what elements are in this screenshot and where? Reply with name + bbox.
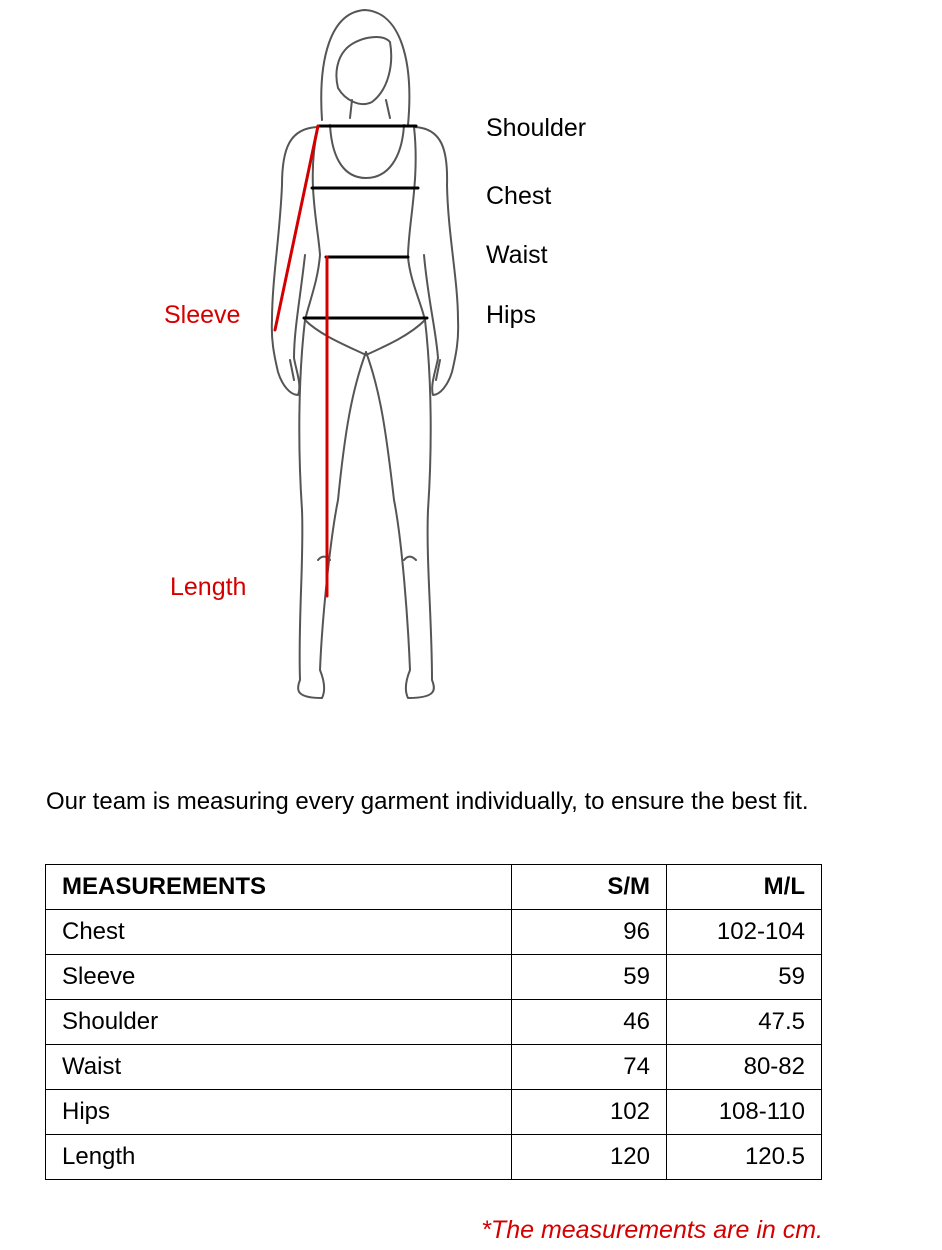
table-row: [46, 1000, 822, 1045]
hair-outline: [321, 10, 409, 125]
chest-label: Chest: [486, 182, 552, 210]
length-label: Length: [170, 573, 247, 601]
row-sm-value: 46: [512, 1000, 667, 1045]
table-row: [46, 910, 822, 955]
row-ml-value: 102-104: [667, 910, 822, 955]
shoulder-label: Shoulder: [486, 114, 587, 142]
table-row: [46, 955, 822, 1000]
row-label: Chest: [46, 910, 512, 955]
row-ml-value: 80-82: [667, 1045, 822, 1090]
table-row: [46, 1045, 822, 1090]
table-row: [46, 1090, 822, 1135]
row-sm-value: 120: [512, 1135, 667, 1180]
row-sm-value: 96: [512, 910, 667, 955]
row-sm-value: 74: [512, 1045, 667, 1090]
units-note: *The measurements are in cm.: [481, 1216, 823, 1244]
row-ml-value: 59: [667, 955, 822, 1000]
header-sm: S/M: [512, 865, 667, 910]
header-ml: M/L: [667, 865, 822, 910]
row-ml-value: 108-110: [667, 1090, 822, 1135]
table-header-row: [46, 865, 822, 910]
header-measurements: MEASUREMENTS: [46, 865, 512, 910]
size-table: [45, 864, 822, 1180]
row-label: Waist: [46, 1045, 512, 1090]
row-ml-value: 120.5: [667, 1135, 822, 1180]
sleeve-label: Sleeve: [164, 301, 241, 329]
row-label: Hips: [46, 1090, 512, 1135]
row-label: Shoulder: [46, 1000, 512, 1045]
row-sm-value: 59: [512, 955, 667, 1000]
row-ml-value: 47.5: [667, 1000, 822, 1045]
row-sm-value: 102: [512, 1090, 667, 1135]
waist-label: Waist: [486, 241, 548, 269]
face-outline: [336, 37, 391, 104]
row-label: Sleeve: [46, 955, 512, 1000]
table-row: [46, 1135, 822, 1180]
hips-label: Hips: [486, 301, 537, 329]
intro-text: Our team is measuring every garment individually, to ensure the best fit.: [46, 788, 809, 815]
row-label: Length: [46, 1135, 512, 1180]
